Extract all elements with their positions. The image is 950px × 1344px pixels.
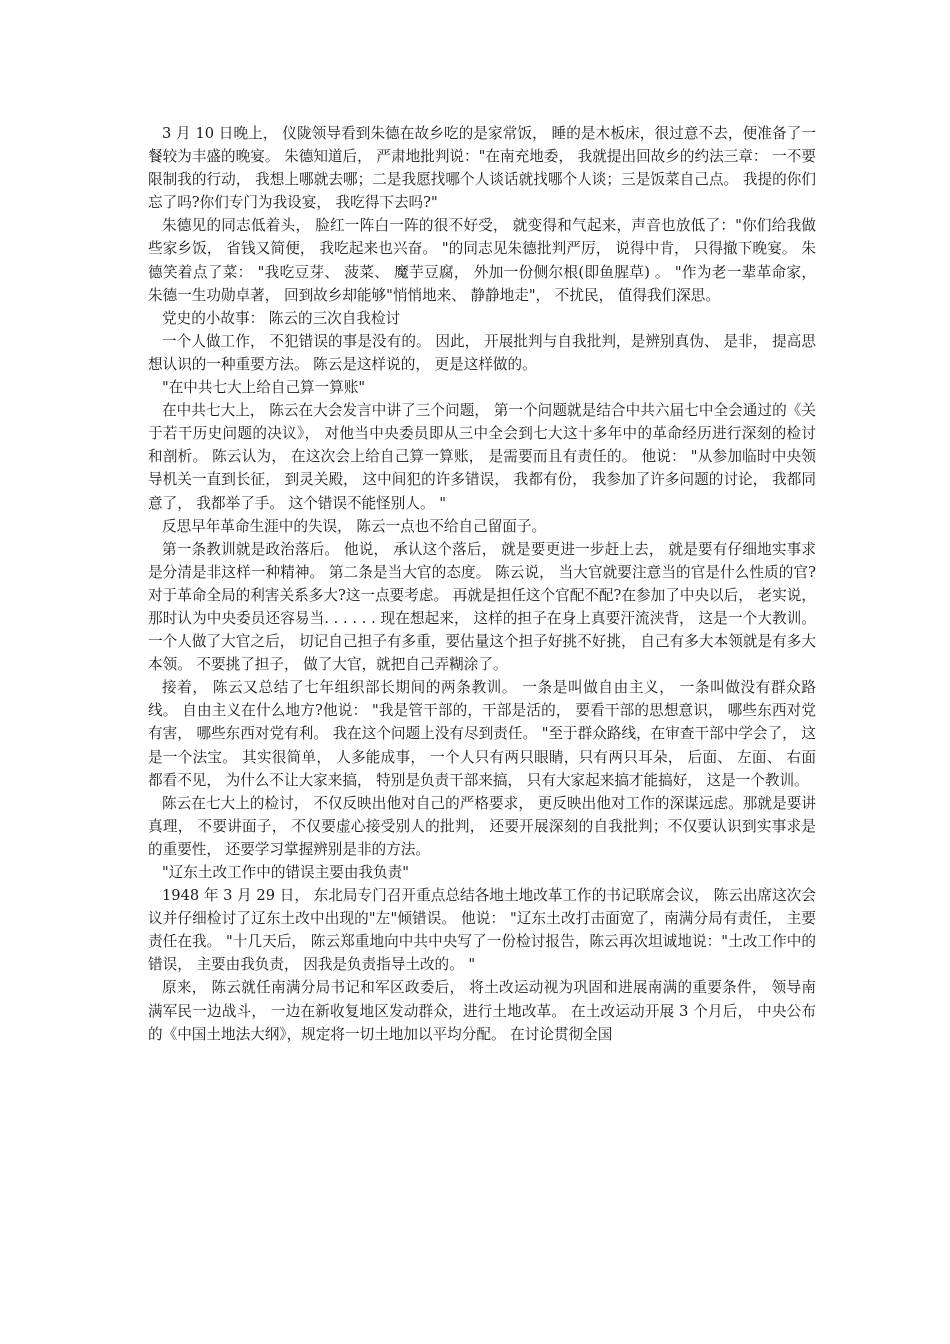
- paragraph-seventh-congress-speech: 在中共七大上， 陈云在大会发言中讲了三个问题， 第一个问题就是结合中共六届七中全会通过的《关于若干历史问题的决议》， 对他当中央委员即从三中全会到七大这十多年中的革命经历进行深刻的检讨和剖析。 陈云认为， 在这次会上给自己算一算账， 是需要而且有责任的。 他说： "从参加临时中央领导机关一直到长征， 到灵关殿， 这中间犯的许多错误， 我都有份， 我参加了许多问题的讨论， 我都同意了， 我都举了手。 这个错误不能怪别人。 ": [148, 402, 816, 512]
- paragraph-zhude-simple-meal: 朱德见的同志低着头， 脸红一阵白一阵的很不好受， 就变得和气起来，声音也放低了："你们给我做些家乡饭， 省钱又简便， 我吃起来也兴奋。 "的同志见朱德批判严厉， 说得中肯， 只得撤下晚宴。 朱德笑着点了菜： "我吃豆芽、 菠菜、 魔芋豆腐， 外加一份侧尔根(即鱼腥草) 。 "作为老一辈革命家， 朱德一生功勋卓著， 回到故乡却能够"悄悄地来、 静静地走"， 不扰民， 值得我们深思。: [148, 217, 816, 304]
- paragraph-criticism-intro: 一个人做工作， 不犯错误的事是没有的。 因此， 开展批判与自我批判，是辨别真伪、 是非， 提高思想认识的一种重要方法。 陈云是这样说的， 更是这样做的。: [148, 332, 816, 373]
- section-title-chenyun-self-criticism: 党史的小故事： 陈云的三次自我检讨: [162, 309, 401, 327]
- paragraph-organization-lessons: 接着， 陈云又总结了七年组织部长期间的两条教训。 一条是叫做自由主义， 一条叫做没有群众路线。 自由主义在什么地方?他说： "我是管干部的，干部是活的， 要看干部的思想意识， 哪些东西对党有害， 哪些东西对党有利。 我在这个问题上没有尽到责任。 "至于群众路线，在审查干部中学会了， 这是一个法宝。 其实很简单， 人多能成事， 一个人只有两只眼睛，只有两只耳朵， 后面、 左面、 右面都看不见， 为什么不让大家来搞， 特别是负责干部来搞， 只有大家起来搞才能搞好， 这是一个教训。: [148, 679, 816, 789]
- paragraph-first-lesson: 第一条教训就是政治落后。 他说， 承认这个落后， 就是要更进一步赶上去， 就是要有仔细地实事求是分清是非这样一种精神。 第二条是当大官的态度。 陈云说， 当大官就要注意当的官是什么性质的官?对于革命全局的利害关系多大?这一点要考虑。 再就是担任这个官配不配?在参加了中央以后， 老实说， 那时认为中央委员还容易当. . . . . . 现在想起来， 这样的担子在身上真要汗流浃背， 这是一个大教训。 一个人做了大官之后， 切记自己担子有多重，要估量这个担子好挑不好挑， 自己有多大本领就是有多大本领。 不要挑了担子， 做了大官，就把自己弄糊涂了。: [148, 540, 816, 674]
- paragraph-land-reform-background: 原来， 陈云就任南满分局书记和军区政委后， 将土改运动视为巩固和进展南满的重要条件， 领导南满军民一边战斗， 一边在新收复地区发动群众，进行土地改革。 在土改运动开展 3 个月后， 中央公布的《中国土地法大纲》，规定将一切土地加以平均分配。 在讨论贯彻全国: [148, 979, 816, 1043]
- document-page: [148, 122, 816, 1046]
- paragraph-1948-meeting: 1948 年 3 月 29 日， 东北局专门召开重点总结各地土地改革工作的书记联席会议， 陈云出席这次会议并仔细检讨了辽东土改中出现的"左"倾错误。 他说： "辽东土改打击面宽了，南满分局有责任， 主要责任在我。 "十几天后， 陈云郑重地向中共中央写了一份检讨报告，陈云再次坦诚地说："土改工作中的错误， 主要由我负责， 因我是负责指导土改的。 ": [148, 887, 816, 974]
- subheading-liaodong-land-reform: "辽东土改工作中的错误主要由我负责": [162, 864, 409, 881]
- subheading-seventh-congress: "在中共七大上给自己算一算账": [162, 379, 366, 397]
- paragraph-summary: 陈云在七大上的检讨， 不仅反映出他对自己的严格要求， 更反映出他对工作的深谋远虑。那就是要讲真理， 不要讲面子， 不仅要虚心接受别人的批判， 还要开展深刻的自我批判；不仅要认识到实事求是的重要性， 还要学习掌握辨别是非的方法。: [148, 794, 816, 858]
- paragraph-zhude-dinner: 3 月 10 日晚上， 仪陇领导看到朱德在故乡吃的是家常饭， 睡的是木板床，很过意不去，便准备了一餐较为丰盛的晚宴。 朱德知道后， 严肃地批判说："在南充地委， 我就提出回故乡的约法三章： 一不要限制我的行动， 我想上哪就去哪；二是我愿找哪个人谈话就找哪个人谈；三是饭菜自己点。 我提的你们忘了吗?你们专门为我设宴， 我吃得下去吗?": [148, 125, 816, 212]
- paragraph-reflection: 反思早年革命生涯中的失误， 陈云一点也不给自己留面子。: [162, 517, 547, 535]
